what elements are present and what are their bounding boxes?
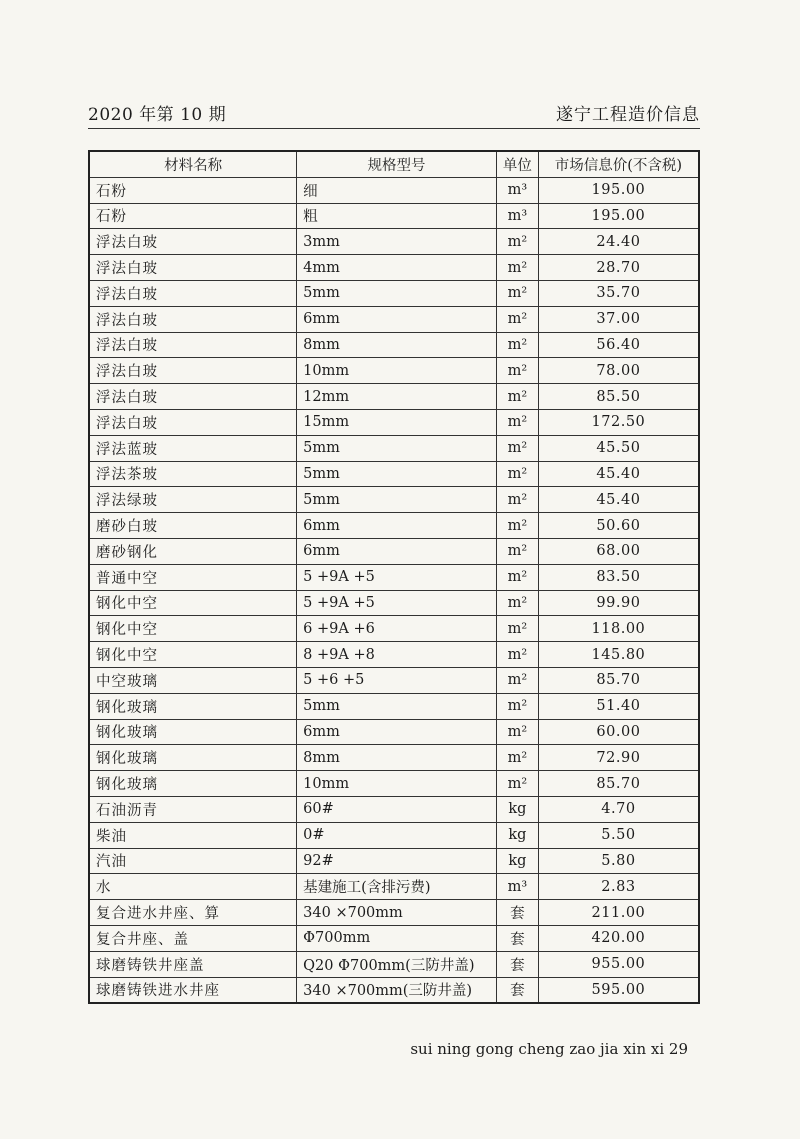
price-cell: 68.00 [538,538,699,564]
spec-cell: 12mm [297,384,497,410]
material-name-cell: 柴油 [89,822,297,848]
spec-cell: 5mm [297,487,497,513]
price-cell: 72.90 [538,745,699,771]
material-name-cell: 普通中空 [89,564,297,590]
material-name-cell: 浮法白玻 [89,332,297,358]
spec-cell: 60# [297,796,497,822]
material-name-cell: 石油沥青 [89,796,297,822]
page-footer: sui ning gong cheng zao jia xin xi 29 [410,1040,688,1058]
unit-cell: m² [496,745,538,771]
material-name-cell: 浮法蓝玻 [89,435,297,461]
price-cell: 78.00 [538,358,699,384]
price-cell: 99.90 [538,590,699,616]
material-name-cell: 浮法绿玻 [89,487,297,513]
price-cell: 45.40 [538,487,699,513]
price-cell: 51.40 [538,693,699,719]
column-header-price: 市场信息价(不含税) [538,151,699,177]
spec-cell: 5mm [297,435,497,461]
table-row [89,822,699,848]
unit-cell: kg [496,796,538,822]
table-body [89,177,699,1003]
table-head [89,151,699,177]
table-row [89,745,699,771]
spec-cell: 4mm [297,255,497,281]
price-cell: 37.00 [538,306,699,332]
material-name-cell: 磨砂白玻 [89,513,297,539]
spec-cell: 10mm [297,771,497,797]
material-name-cell: 浮法白玻 [89,384,297,410]
table-row [89,306,699,332]
unit-cell: m² [496,306,538,332]
material-name-cell: 浮法白玻 [89,409,297,435]
material-name-cell: 浮法白玻 [89,229,297,255]
spec-cell: 6 +9A +6 [297,616,497,642]
price-cell: 85.50 [538,384,699,410]
price-cell: 45.50 [538,435,699,461]
spec-cell: 8mm [297,332,497,358]
unit-cell: m² [496,384,538,410]
table-row [89,255,699,281]
price-cell: 50.60 [538,513,699,539]
price-cell: 595.00 [538,977,699,1003]
table-row [89,693,699,719]
unit-cell: m² [496,358,538,384]
unit-cell: m² [496,771,538,797]
spec-cell: 15mm [297,409,497,435]
price-cell: 35.70 [538,280,699,306]
table-row [89,513,699,539]
table-row [89,384,699,410]
spec-cell: 5 +6 +5 [297,667,497,693]
spec-cell: 6mm [297,719,497,745]
price-cell: 5.50 [538,822,699,848]
unit-cell: 套 [496,900,538,926]
unit-cell: m² [496,719,538,745]
unit-cell: kg [496,848,538,874]
material-name-cell: 石粉 [89,177,297,203]
issue-label: 2020 年第 10 期 [88,105,227,125]
table-row [89,203,699,229]
unit-cell: m² [496,229,538,255]
material-name-cell: 浮法白玻 [89,255,297,281]
unit-cell: m³ [496,874,538,900]
table-row [89,925,699,951]
column-header-name: 材料名称 [89,151,297,177]
unit-cell: m² [496,255,538,281]
table-row [89,332,699,358]
unit-cell: 套 [496,977,538,1003]
column-header-spec: 规格型号 [297,151,497,177]
material-name-cell: 汽油 [89,848,297,874]
table-row [89,642,699,668]
material-name-cell: 石粉 [89,203,297,229]
unit-cell: m² [496,667,538,693]
price-cell: 85.70 [538,771,699,797]
price-cell: 211.00 [538,900,699,926]
table-row [89,487,699,513]
publication-title: 遂宁工程造价信息 [556,105,700,125]
column-header-unit: 单位 [496,151,538,177]
spec-cell: 340 ×700mm(三防井盖) [297,977,497,1003]
table-row [89,358,699,384]
material-name-cell: 球磨铸铁进水井座 [89,977,297,1003]
table-row [89,796,699,822]
unit-cell: m² [496,590,538,616]
unit-cell: m² [496,332,538,358]
price-cell: 2.83 [538,874,699,900]
material-name-cell: 钢化中空 [89,616,297,642]
table-row [89,900,699,926]
material-name-cell: 浮法白玻 [89,306,297,332]
table-row [89,229,699,255]
spec-cell: 340 ×700mm [297,900,497,926]
spec-cell: 基建施工(含排污费) [297,874,497,900]
price-cell: 85.70 [538,667,699,693]
spec-cell: 6mm [297,538,497,564]
unit-cell: 套 [496,925,538,951]
material-name-cell: 浮法白玻 [89,280,297,306]
unit-cell: m² [496,642,538,668]
material-name-cell: 磨砂钢化 [89,538,297,564]
unit-cell: m² [496,409,538,435]
unit-cell: kg [496,822,538,848]
price-cell: 5.80 [538,848,699,874]
price-cell: 45.40 [538,461,699,487]
table-row [89,951,699,977]
unit-cell: m³ [496,203,538,229]
spec-cell: 0# [297,822,497,848]
price-cell: 145.80 [538,642,699,668]
price-cell: 83.50 [538,564,699,590]
table-row [89,177,699,203]
material-name-cell: 复合井座、盖 [89,925,297,951]
material-name-cell: 钢化玻璃 [89,771,297,797]
spec-cell: 6mm [297,513,497,539]
spec-cell: 5mm [297,461,497,487]
header-row [89,151,699,177]
material-name-cell: 浮法白玻 [89,358,297,384]
material-name-cell: 浮法茶玻 [89,461,297,487]
spec-cell: 5 +9A +5 [297,564,497,590]
table-row [89,409,699,435]
material-name-cell: 复合进水井座、算 [89,900,297,926]
price-cell: 195.00 [538,203,699,229]
unit-cell: m² [496,616,538,642]
table-row [89,280,699,306]
spec-cell: 8mm [297,745,497,771]
spec-cell: 92# [297,848,497,874]
unit-cell: m² [496,435,538,461]
price-cell: 28.70 [538,255,699,281]
price-cell: 195.00 [538,177,699,203]
unit-cell: m² [496,487,538,513]
price-cell: 56.40 [538,332,699,358]
table-row [89,719,699,745]
spec-cell: 5mm [297,693,497,719]
unit-cell: m² [496,538,538,564]
material-name-cell: 钢化中空 [89,590,297,616]
material-name-cell: 球磨铸铁井座盖 [89,951,297,977]
table-row [89,874,699,900]
material-name-cell: 钢化中空 [89,642,297,668]
unit-cell: 套 [496,951,538,977]
spec-cell: 5 +9A +5 [297,590,497,616]
table-row [89,771,699,797]
table-row [89,616,699,642]
spec-cell: 5mm [297,280,497,306]
table-row [89,977,699,1003]
price-cell: 172.50 [538,409,699,435]
spec-cell: Q20 Φ700mm(三防井盖) [297,951,497,977]
unit-cell: m² [496,564,538,590]
unit-cell: m² [496,693,538,719]
spec-cell: 8 +9A +8 [297,642,497,668]
spec-cell: 10mm [297,358,497,384]
price-cell: 955.00 [538,951,699,977]
table-row [89,538,699,564]
spec-cell: 细 [297,177,497,203]
page-header [88,98,700,129]
price-cell: 420.00 [538,925,699,951]
spec-cell: 6mm [297,306,497,332]
material-name-cell: 钢化玻璃 [89,693,297,719]
material-name-cell: 钢化玻璃 [89,745,297,771]
unit-cell: m² [496,461,538,487]
unit-cell: m³ [496,177,538,203]
material-name-cell: 水 [89,874,297,900]
unit-cell: m² [496,280,538,306]
price-cell: 4.70 [538,796,699,822]
spec-cell: Φ700mm [297,925,497,951]
table-row [89,435,699,461]
table-row [89,590,699,616]
price-cell: 24.40 [538,229,699,255]
spec-cell: 3mm [297,229,497,255]
table-row [89,667,699,693]
table-row [89,564,699,590]
table-row [89,461,699,487]
price-table [88,150,700,1004]
spec-cell: 粗 [297,203,497,229]
table-row [89,848,699,874]
unit-cell: m² [496,513,538,539]
material-name-cell: 中空玻璃 [89,667,297,693]
price-cell: 60.00 [538,719,699,745]
material-name-cell: 钢化玻璃 [89,719,297,745]
price-cell: 118.00 [538,616,699,642]
